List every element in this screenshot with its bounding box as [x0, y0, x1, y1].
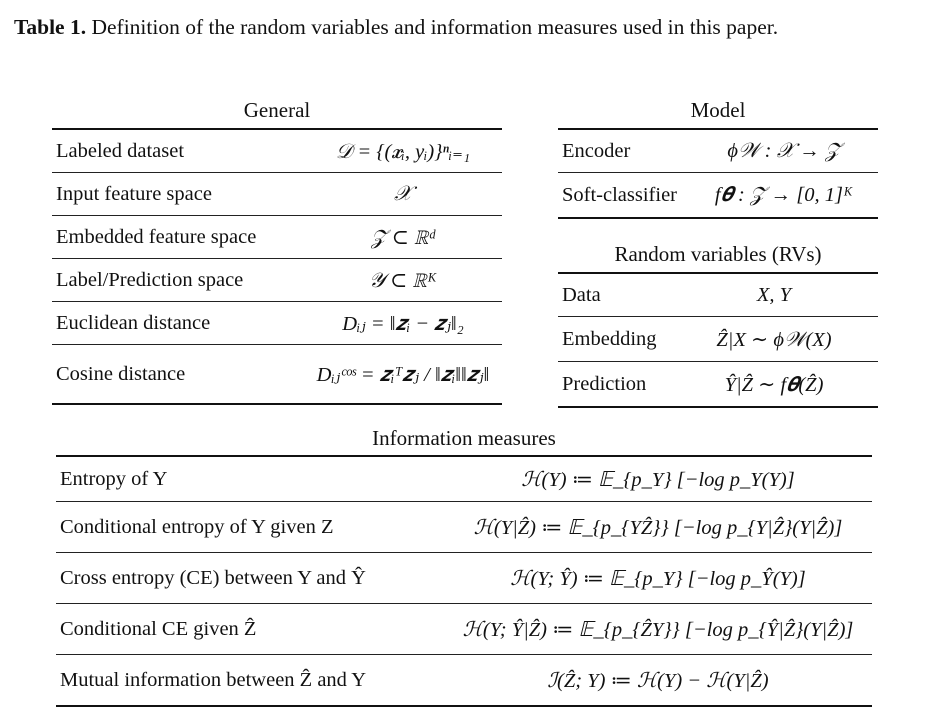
model-row	[558, 173, 878, 219]
general-row	[52, 129, 502, 173]
model-title: Model	[690, 98, 746, 122]
general-row-expr: 𝒟 = {(𝒙ᵢ, yᵢ)}ⁿᵢ₌₁	[304, 129, 502, 173]
general-row-name: Cosine distance	[52, 345, 304, 405]
general-title: General	[243, 98, 311, 122]
rvs-row-name: Prediction	[558, 362, 670, 408]
rvs-title: Random variables (RVs)	[614, 242, 822, 266]
info-title: Information measures	[372, 426, 556, 450]
general-row	[52, 345, 502, 405]
table-caption	[14, 12, 919, 42]
model-row	[558, 129, 878, 173]
general-row-expr: 𝒵 ⊂ ℝᵈ	[304, 216, 502, 259]
model-row-expr: ϕ𝒲 : 𝒳 → 𝒵	[690, 129, 878, 173]
model-row-expr: f𝜽 : 𝒵 → [0, 1]ᴷ	[690, 173, 878, 219]
info-row	[56, 456, 872, 502]
general-row-name: Euclidean distance	[52, 302, 304, 345]
general-row	[52, 173, 502, 216]
caption-text: Definition of the random variables and information measures used in this paper.	[86, 15, 779, 39]
rvs-row	[558, 362, 878, 408]
info-row-name: Conditional entropy of Y given Z	[56, 502, 444, 553]
info-row-name: Conditional CE given Ẑ	[56, 604, 444, 655]
info-row	[56, 655, 872, 707]
info-row-name: Cross entropy (CE) between Y and Ŷ	[56, 553, 444, 604]
general-table	[52, 128, 502, 405]
model-row-name: Soft-classifier	[558, 173, 690, 219]
model-row-name: Encoder	[558, 129, 690, 173]
general-row-name: Embedded feature space	[52, 216, 304, 259]
model-table	[558, 128, 878, 219]
general-row-name: Label/Prediction space	[52, 259, 304, 302]
info-row-expr: ℋ(Y; Ŷ|Ẑ) ≔ 𝔼_{p_{ẐY}} [−log p_{Ŷ|Ẑ}(Y|Ẑ)]	[444, 604, 872, 655]
general-row	[52, 216, 502, 259]
caption-label: Table 1.	[14, 15, 87, 39]
info-row	[56, 553, 872, 604]
general-row-expr: 𝒳	[304, 173, 502, 216]
rvs-row-expr: Ŷ|Ẑ ∼ f𝜽(Ẑ)	[670, 362, 878, 408]
info-row-expr: ℐ(Ẑ; Y) ≔ ℋ(Y) − ℋ(Y|Ẑ)	[444, 655, 872, 707]
rvs-row-expr: X, Y	[670, 273, 878, 317]
rvs-table	[558, 272, 878, 408]
info-row	[56, 502, 872, 553]
info-row-expr: ℋ(Y; Ŷ) ≔ 𝔼_{p_Y} [−log p_Ŷ(Y)]	[444, 553, 872, 604]
info-row	[56, 604, 872, 655]
info-row-expr: ℋ(Y|Ẑ) ≔ 𝔼_{p_{YẐ}} [−log p_{Y|Ẑ}(Y|Ẑ)]	[444, 502, 872, 553]
info-table	[56, 455, 872, 707]
general-row-name: Labeled dataset	[52, 129, 304, 173]
general-row-expr: 𝒴 ⊂ ℝᴷ	[304, 259, 502, 302]
general-row	[52, 302, 502, 345]
general-row-expr: Dᵢⱼ = ‖𝒛ᵢ − 𝒛ⱼ‖₂	[304, 302, 502, 345]
general-row-expr: Dᵢⱼᶜᵒˢ = 𝒛ᵢᵀ𝒛ⱼ / ‖𝒛ᵢ‖‖𝒛ⱼ‖	[304, 345, 502, 405]
rvs-row	[558, 273, 878, 317]
rvs-row-name: Data	[558, 273, 670, 317]
rvs-row-expr: Ẑ|X ∼ ϕ𝒲(X)	[670, 317, 878, 362]
rvs-row	[558, 317, 878, 362]
general-row	[52, 259, 502, 302]
general-row-name: Input feature space	[52, 173, 304, 216]
rvs-row-name: Embedding	[558, 317, 670, 362]
info-row-expr: ℋ(Y) ≔ 𝔼_{p_Y} [−log p_Y(Y)]	[444, 456, 872, 502]
info-row-name: Entropy of Y	[56, 456, 444, 502]
info-row-name: Mutual information between Ẑ and Y	[56, 655, 444, 707]
